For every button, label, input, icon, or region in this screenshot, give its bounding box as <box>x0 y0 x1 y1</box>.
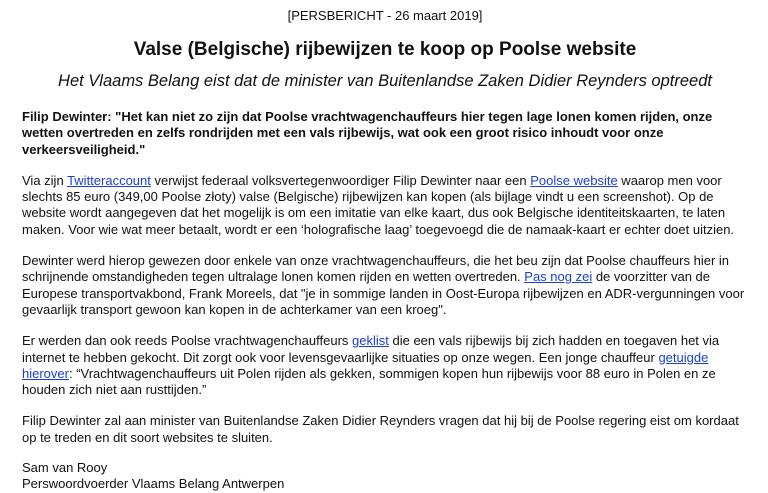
twitteraccount-link[interactable]: Twitteraccount <box>67 172 151 188</box>
paragraph-1 <box>22 173 748 238</box>
paragraph-2-text-b: de voorzitter van de Europese transportvakbond, Frank Moreels, dat "je in sommige landen in Oost-Europa rijbewijzen en ADR-vergunningen voor gevaarlijk transport gewoon kan kopen in de achterkamer van een kroeg". <box>22 269 745 317</box>
paragraph-1-text-c: waarop men voor slechts 85 euro (349,00 Poolse złoty) valse (Belgische) rijbewijzen kan kopen (als bijlage vindt u een screenshot). Op de website wordt aangegeven dat het mogelijk is om een imitatie van elke kaart, dus ook Belgische identiteitskaarten, te laten maken. Voor wie wat meer betaalt, wordt er een ‘holografische laag’ toegevoegd die de namaak-kaart er echter doet uitzien. <box>22 172 735 237</box>
dateline: [PERSBERICHT - 26 maart 2019] <box>287 8 483 23</box>
page-subtitle: Het Vlaams Belang eist dat de minister van Buitenlandse Zaken Didier Reynders optreedt <box>58 72 712 90</box>
poolse-website-link[interactable]: Poolse website <box>530 172 618 188</box>
signature-name: Sam van Rooy <box>22 460 108 476</box>
geklist-link[interactable]: geklist <box>352 333 389 349</box>
lead-quote: Filip Dewinter: "Het kan niet zo zijn dat Poolse vrachtwagenchauffeurs hier tegen lage lonen komen rijden, onze wetten overtreden en zelfs rondrijden met een vals rijbewijs, wat ook een groot risico inhoudt voor onze verkeersveiligheid." <box>22 109 713 157</box>
paragraph-3-text-c: : “Vrachtwagenchauffeurs uit Polen rijden als gekken, sommigen kopen hun rijbewijs voor 88 euro in Polen en ze houden zich niet aan rusttijden.” <box>22 365 716 398</box>
signature <box>22 460 748 493</box>
paragraph-2 <box>22 253 748 318</box>
getuigde-hierover-link[interactable]: getuigde hierover <box>22 349 709 381</box>
pas-nog-zei-link[interactable]: Pas nog zei <box>524 269 593 285</box>
signature-role: Perswoordvoerder Vlaams Belang Antwerpen <box>22 476 285 492</box>
paragraph-4: Filip Dewinter zal aan minister van Buitenlandse Zaken Didier Reynders vragen dat hij bij de Poolse regering eist om kordaat op te treden en dit soort websites te sluiten. <box>22 413 739 445</box>
paragraph-2-text-a: Dewinter werd hierop gewezen door enkele van onze vrachtwagenchauffeurs, die het beu zijn dat Poolse chauffeurs hier in schrijnende omstandigheden tegen ultralage lonen komen rijden en wetten overtreden. <box>22 253 730 285</box>
paragraph-3-text-a: Er werden dan ook reeds Poolse vrachtwagenchauffeurs <box>22 333 353 349</box>
paragraph-3-text-b: die een vals rijbewijs bij zich hadden en toegaven het via internet te hebben gekocht. Dit zorgt ook voor levensgevaarlijke situaties op onze wegen. Een jonge chauffeur <box>22 333 720 365</box>
page-title: Valse (Belgische) rijbewijzen te koop op Poolse website <box>133 39 637 60</box>
paragraph-3 <box>22 333 748 398</box>
paragraph-1-text-a: Via zijn <box>22 172 68 188</box>
paragraph-1-text-b: verwijst federaal volksvertegenwoordiger Filip Dewinter naar een <box>150 172 531 188</box>
